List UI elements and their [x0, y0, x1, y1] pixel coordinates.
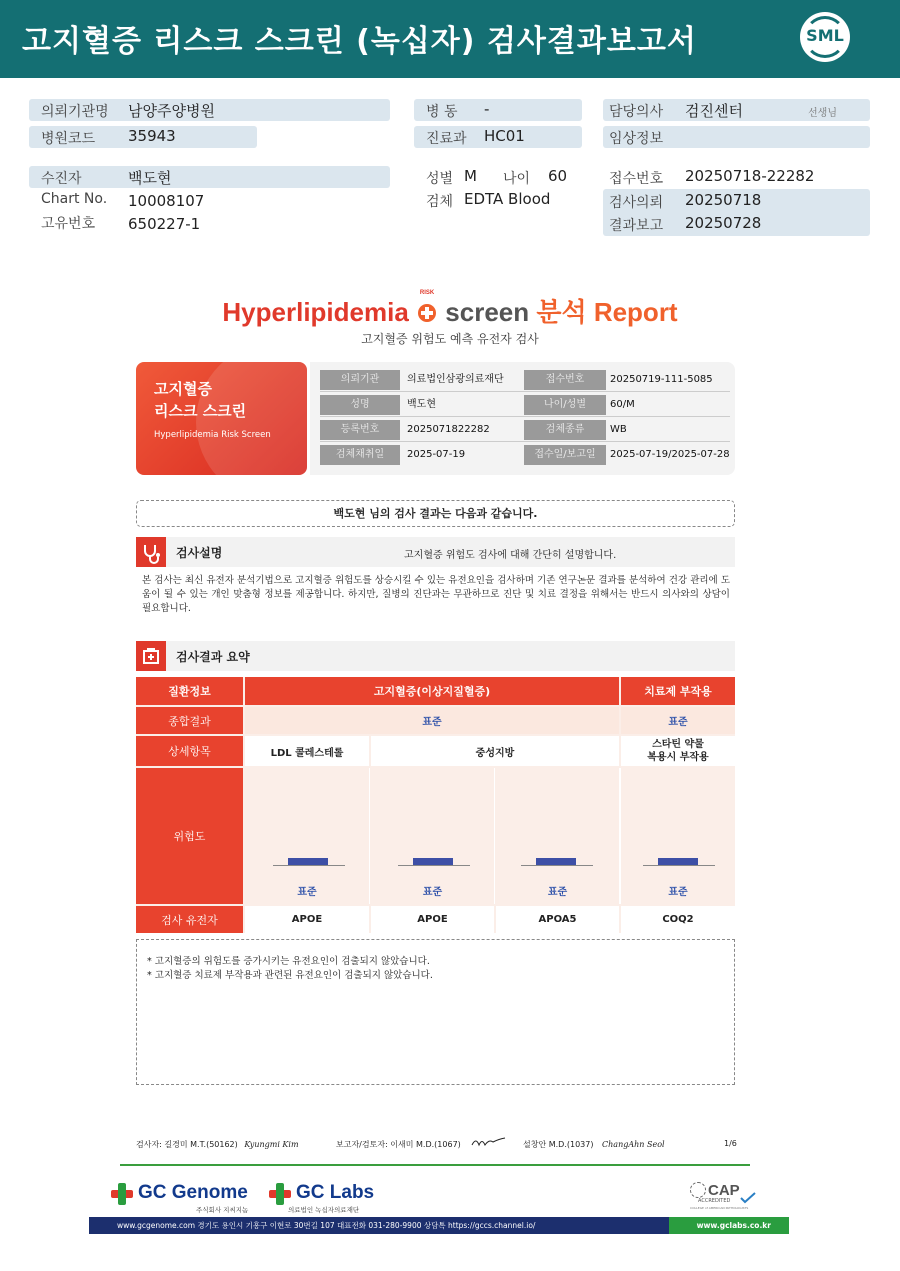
clinic-label: 임상정보	[609, 131, 664, 147]
footer-gclabs-url: www.gclabs.co.kr	[696, 1221, 771, 1230]
test-description-body: 본 검사는 최신 유전자 분석기법으로 고지혈증 위험도를 상승시킬 수 있는 유전요인을 검사하며 기존 연구논문 결과를 분석하여 건강 관리에 도움이 될 수 있는 개인 맞춤형 정보를 제공합니다. 하지만, 질병의 진단과는 무관하므로 진단 및 치료 결정을 위해서는 반드시 의사와의 상담이 필요합니다.	[142, 575, 730, 614]
doctor-label: 담당의사	[609, 104, 664, 120]
gene-name: APOE	[245, 906, 369, 933]
patient-bar	[29, 166, 390, 188]
sex-value: M	[464, 167, 477, 185]
cap-accredited-logo	[690, 1182, 760, 1214]
info-label: 의뢰기관	[320, 370, 400, 390]
ward-label: 병 동	[426, 104, 458, 120]
doctor-suffix: 선생님	[808, 108, 837, 119]
approver-name: 설창안 M.D.(1037)	[523, 1140, 594, 1149]
card-title-en: Hyperlipidemia Risk Screen	[154, 430, 271, 440]
gc-genome-sub: 주식회사 지씨지놈	[196, 1206, 249, 1214]
row-header-risk: 위험도	[136, 768, 243, 904]
risk-level: 표준	[547, 886, 568, 898]
info-label: 성명	[320, 395, 400, 415]
gene-name: COQ2	[621, 906, 735, 933]
column-divider	[494, 768, 495, 904]
heading-screen: screen	[445, 297, 530, 327]
info-label: 등록번호	[320, 420, 400, 440]
page-number: 1/6	[724, 1139, 737, 1148]
section-title: 검사설명	[176, 546, 223, 560]
reviewer-name: 보고자/검토자: 이새미 M.D.(1067)	[336, 1140, 461, 1149]
notes-box	[136, 939, 735, 1085]
gauge-level-bar	[658, 858, 698, 865]
specimen-value: EDTA Blood	[464, 190, 551, 208]
info-value: 2025-07-19/2025-07-28	[610, 449, 730, 460]
sample-info-box	[310, 362, 735, 475]
info-value: 20250719-111-5085	[610, 374, 713, 385]
detail-statin	[621, 736, 735, 766]
info-value: 60/M	[610, 399, 635, 410]
medical-kit-icon	[136, 641, 166, 671]
report-heading	[0, 292, 900, 329]
gc-labs-cross-icon	[269, 1183, 291, 1205]
risk-tag: RISK	[419, 290, 435, 296]
cap-accredited-text: ACCREDITED	[698, 1198, 731, 1204]
report-header	[0, 0, 900, 78]
approver-handwritten-signature: ChangAhn Seol	[602, 1140, 665, 1149]
report-date-value: 20250728	[685, 214, 762, 232]
detail-statin-line2: 복용시 부작용	[647, 752, 709, 763]
age-label: 나이	[503, 171, 531, 187]
info-label: 검체채취일	[320, 445, 400, 465]
chart-value: 10008107	[128, 192, 205, 210]
report-date-label: 결과보고	[609, 218, 664, 234]
reviewer-handwritten-signature	[471, 1137, 507, 1147]
risk-level: 표준	[422, 886, 443, 898]
footer-bar	[89, 1217, 789, 1234]
patient-label: 수진자	[41, 171, 82, 187]
approver-signature	[523, 1139, 665, 1150]
detail-triglyceride: 중성지방	[371, 736, 619, 766]
info-value: 2025-07-19	[407, 449, 466, 460]
inst-label: 의뢰기관명	[41, 104, 109, 120]
gauge-baseline	[643, 865, 715, 866]
risk-cross-icon	[416, 290, 438, 324]
patient-value: 백도현	[128, 169, 172, 187]
chart-label: Chart No.	[41, 191, 108, 207]
report-title: 고지혈증 리스크 스크린 (녹십자) 검사결과보고서	[22, 24, 697, 59]
sex-label: 성별	[426, 171, 454, 187]
gauge-level-bar	[288, 858, 328, 865]
dept-label: 진료과	[426, 131, 467, 147]
note-line: * 고지혈증 치료제 부작용과 관련된 유전요인이 검출되지 않았습니다.	[147, 970, 433, 981]
row-divider	[320, 441, 730, 442]
specimen-label: 검체	[426, 194, 454, 210]
info-value: 의료법인삼광의료재단	[407, 374, 504, 385]
info-value: 2025071822282	[407, 424, 490, 435]
gc-genome-logo: GC Genome	[138, 1182, 248, 1203]
inst-value: 남양주양병원	[128, 102, 215, 120]
info-label: 접수번호	[524, 370, 606, 390]
reviewer-signature	[336, 1139, 461, 1150]
risk-screen-card	[136, 362, 307, 475]
info-label: 나이/성별	[524, 395, 606, 415]
section-test-description	[136, 537, 735, 567]
section-desc: 고지혈증 위험도 검사에 대해 간단히 설명합니다.	[404, 550, 617, 561]
tester-name: 검사자: 길경미 M.T.(50162)	[136, 1140, 238, 1149]
req-value: 20250718	[685, 191, 762, 209]
report-subtitle: 고지혈증 위험도 예측 유전자 검사	[361, 332, 539, 346]
row-divider	[320, 391, 730, 392]
column-divider	[369, 768, 370, 904]
gc-labs-logo: GC Labs	[296, 1182, 375, 1203]
gauge-baseline	[398, 865, 470, 866]
footer-green-block	[669, 1217, 789, 1234]
code-value: 35943	[128, 127, 176, 145]
req-label: 검사의뢰	[609, 195, 664, 211]
header-drug-side-effect: 치료제 부작용	[621, 677, 735, 705]
age-value: 60	[548, 167, 568, 185]
gc-genome-cross-icon	[111, 1183, 133, 1205]
tester-handwritten-signature: Kyungmi Kim	[244, 1140, 299, 1149]
row-header-genes: 검사 유전자	[136, 906, 243, 933]
card-title-line1: 고지혈증	[154, 380, 212, 398]
section-result-summary	[136, 641, 735, 671]
result-summary-line: 백도현 님의 검사 결과는 다음과 같습니다.	[136, 500, 735, 527]
info-label: 접수일/보고일	[524, 445, 606, 465]
gc-labs-sub: 의료법인 녹십자의료재단	[288, 1206, 360, 1214]
card-title-line2: 리스크 스크린	[154, 402, 247, 420]
footer-contact: www.gcgenome.com 경기도 용인시 기흥구 이현로 30번길 107 대표전화 031-280-9900 상담톡 https://gccs.channel.io/	[117, 1221, 536, 1230]
footer-divider	[120, 1164, 750, 1166]
dept-value: HC01	[484, 127, 525, 145]
gauge-level-bar	[413, 858, 453, 865]
id-value: 650227-1	[128, 215, 201, 233]
info-value: 백도현	[407, 399, 436, 410]
cap-college-text: COLLEGE of AMERICAN PATHOLOGISTS	[690, 1206, 749, 1210]
sml-logo	[800, 12, 850, 62]
note-line: * 고지혈증의 위험도를 증가시키는 유전요인이 검출되지 않았습니다.	[147, 956, 430, 967]
risk-level: 표준	[668, 886, 688, 898]
info-value: WB	[610, 424, 627, 435]
overall-result-side: 표준	[621, 707, 735, 734]
row-header-overall: 종합결과	[136, 707, 243, 734]
check-icon	[740, 1192, 756, 1204]
code-label: 병원코드	[41, 131, 96, 147]
stethoscope-icon	[136, 537, 166, 567]
tester-signature	[136, 1139, 299, 1150]
risk-level: 표준	[297, 886, 317, 898]
row-header-detail: 상세항목	[136, 736, 243, 766]
sml-logo-text: SML	[806, 26, 844, 45]
gauge-level-bar	[536, 858, 576, 865]
ward-value: -	[484, 100, 490, 118]
id-label: 고유번호	[41, 216, 96, 232]
cap-text: CAP	[708, 1182, 740, 1199]
row-divider	[320, 416, 730, 417]
header-disease: 고지혈증(이상지질혈증)	[245, 677, 619, 705]
gene-name: APOA5	[496, 906, 619, 933]
recv-value: 20250718-22282	[685, 167, 815, 185]
section-title: 검사결과 요약	[176, 650, 250, 664]
overall-result-main: 표준	[245, 707, 619, 734]
heading-hyperlipidemia: Hyperlipidemia	[222, 297, 409, 327]
heading-report: 분석 Report	[536, 297, 678, 327]
cap-seal-icon	[690, 1182, 706, 1198]
gauge-baseline	[521, 865, 593, 866]
recv-label: 접수번호	[609, 171, 664, 187]
info-label: 검체종류	[524, 420, 606, 440]
gauge-baseline	[273, 865, 345, 866]
gene-name: APOE	[371, 906, 494, 933]
doctor-value: 검진센터	[685, 102, 743, 120]
detail-statin-line1: 스타틴 약물	[652, 739, 704, 750]
header-disease-info: 질환정보	[136, 677, 243, 705]
detail-ldl: LDL 콜레스테롤	[245, 736, 369, 766]
